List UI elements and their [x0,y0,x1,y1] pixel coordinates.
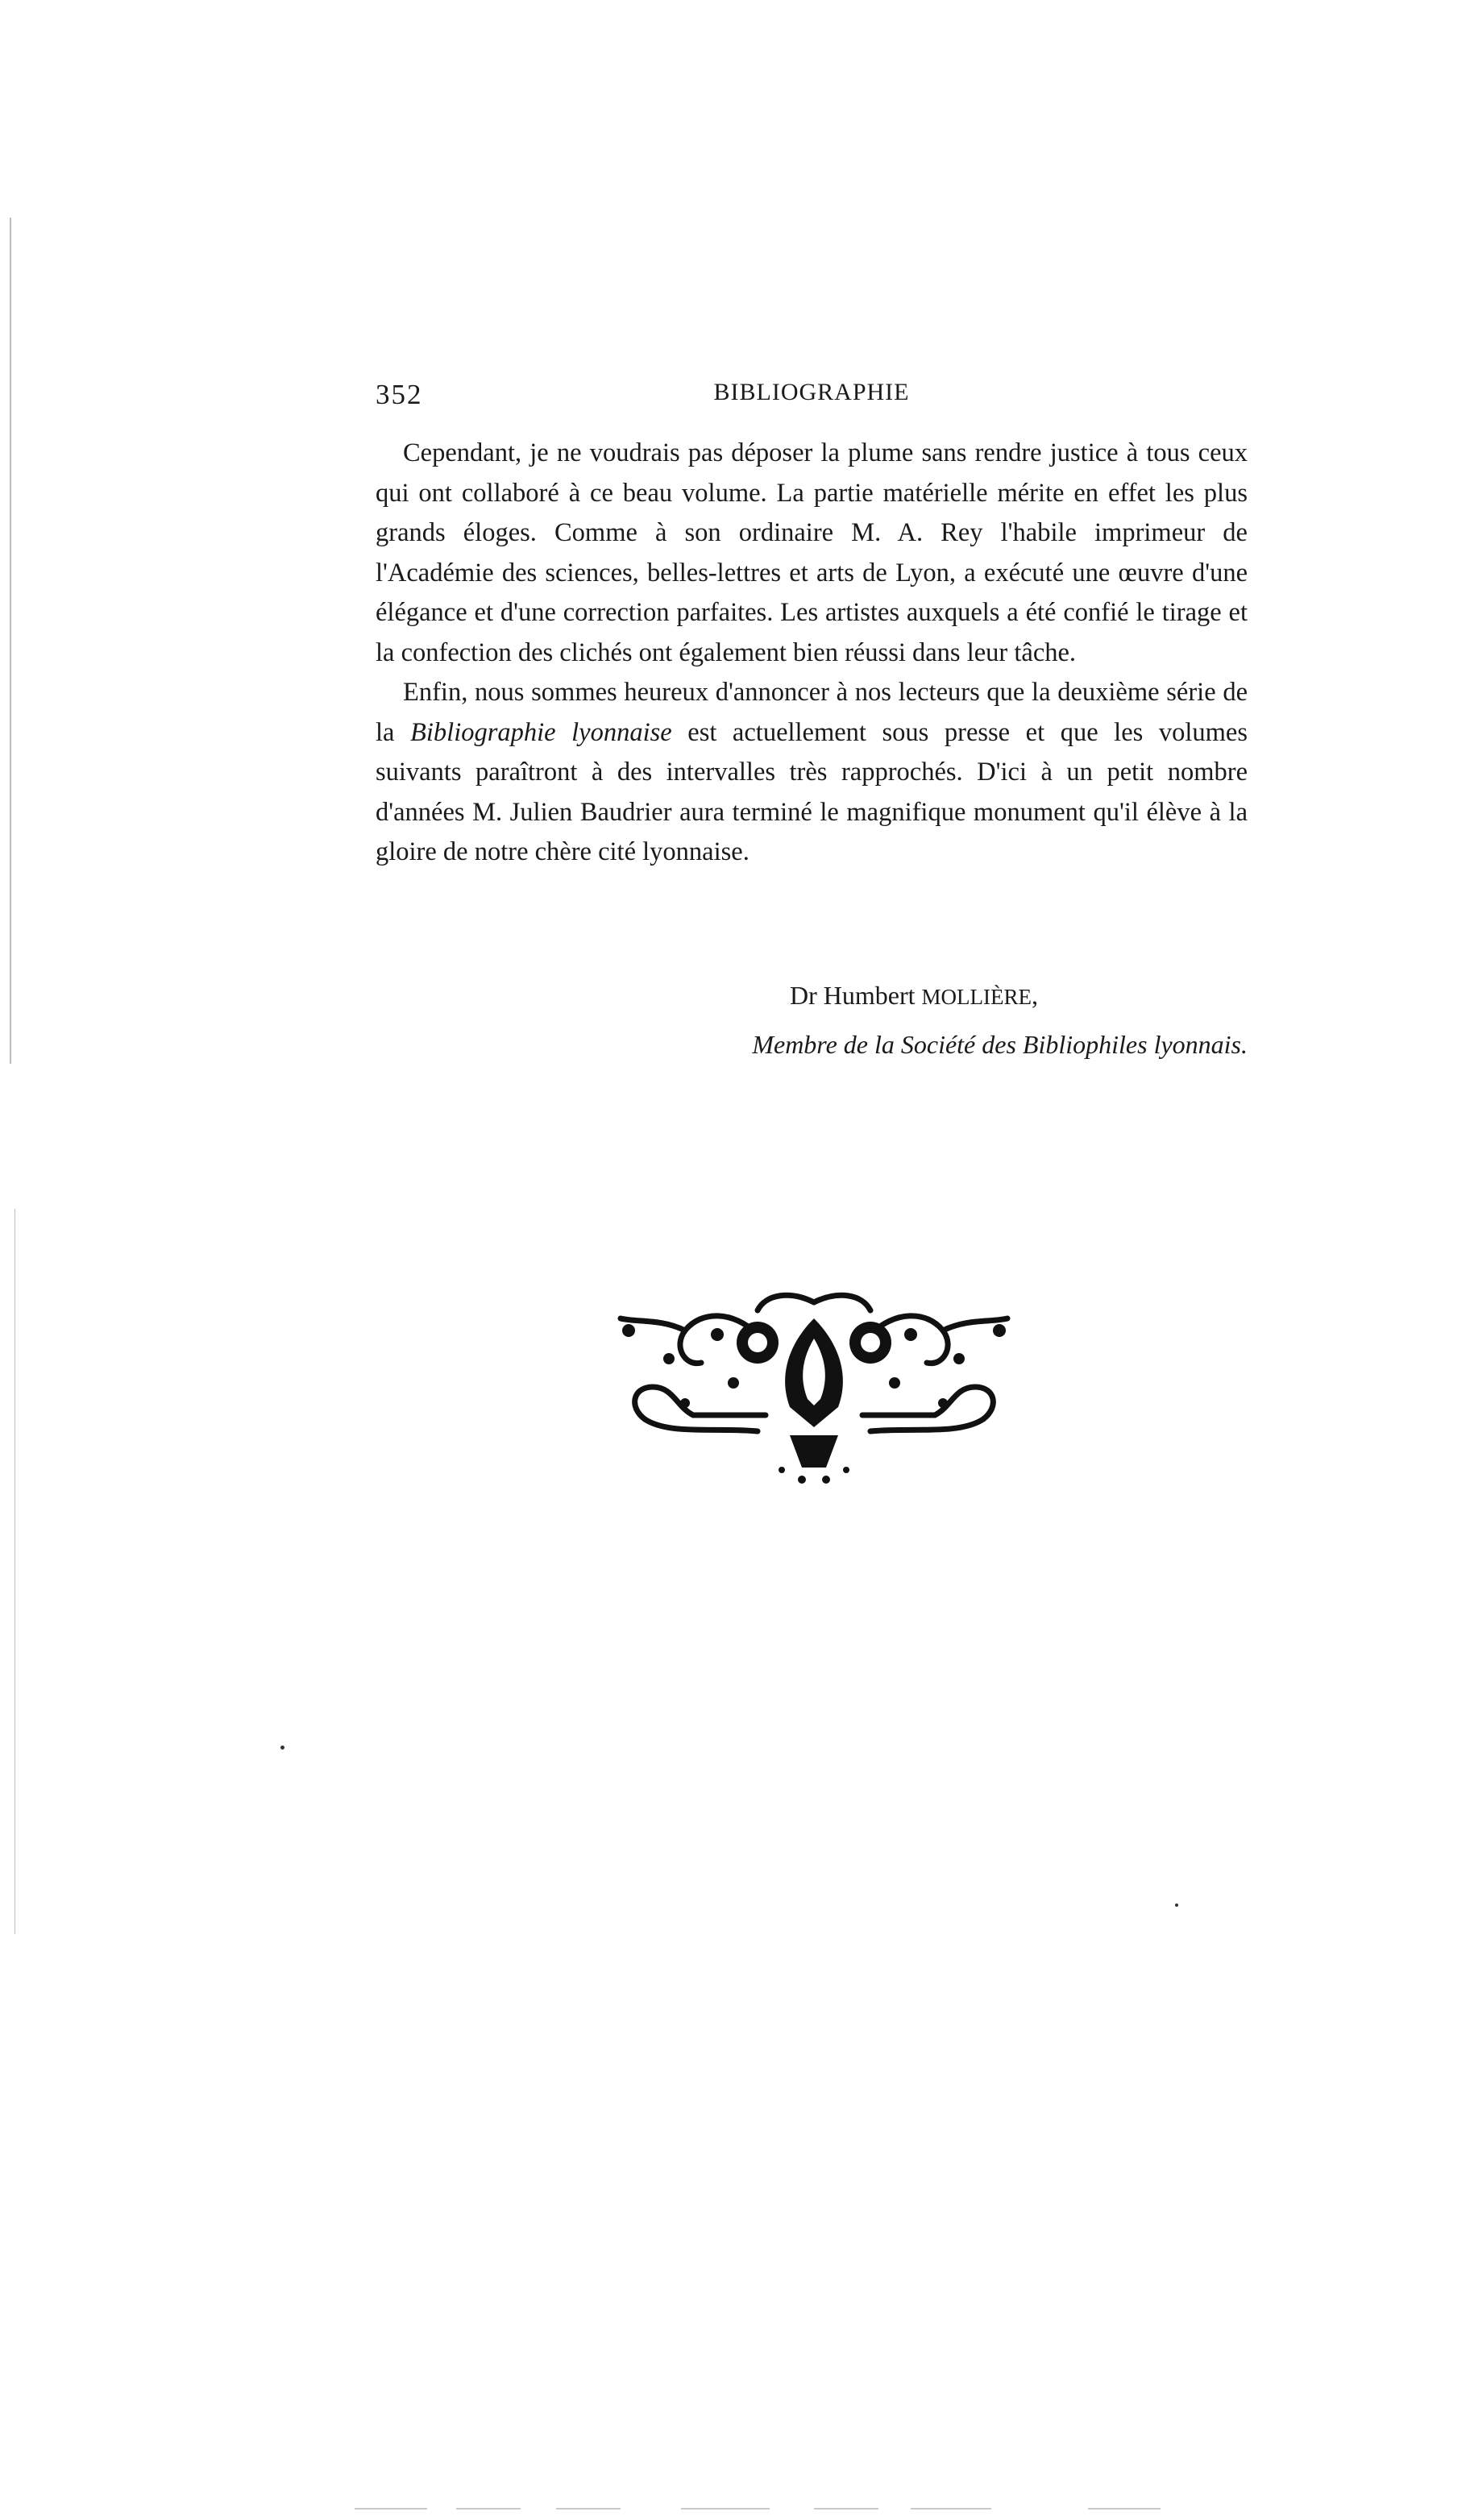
page-header [376,379,1248,419]
book-title: Bibliographie lyonnaise [410,717,672,747]
author-affiliation: Membre de la Société des Bibliophiles lyonnais. [752,1030,1248,1059]
signature-block [376,972,1248,1069]
scan-edge-bottom [355,2508,427,2510]
running-title: BIBLIOGRAPHIE [713,379,910,405]
fleuron-ornament-icon [596,1286,1032,1488]
page-number: 352 [376,379,423,410]
paragraph-2 [376,673,1248,873]
paragraph-2-end: est actuellement sous presse et que les volumes suivants paraîtront à des intervalles très rapprochés. D'ici à un petit nombre d'années M. Julien Baudrier aura terminé le magnifique monument qu'il élève à la gloire de notre chère cité lyonnaise. [376,717,1248,866]
scan-edge-left [10,218,11,1064]
scan-edge-bottom [1088,2508,1161,2510]
scan-edge-bottom [681,2508,770,2510]
author-last-name: MOLLIÈRE [921,985,1032,1009]
paragraph-2-start: Enfin, nous sommes heureux d'annoncer à nos lecteurs que la deuxième série de la [376,678,1248,747]
author-name-comma: , [1032,981,1038,1010]
scan-edge-bottom [456,2508,521,2510]
article-body [376,434,1248,873]
scan-edge-bottom [556,2508,621,2510]
scan-edge-bottom [814,2508,878,2510]
author-name [376,972,1248,1021]
scan-edge-bottom [911,2508,991,2510]
scan-speck [1175,1903,1178,1907]
scan-speck [280,1746,284,1750]
paragraph-1: Cependant, je ne voudrais pas déposer la plume sans rendre justice à tous ceux qui ont collaboré à ce beau volume. La partie matérielle mérite en effet les plus grands éloges. Comme à son ordinaire M. A. Rey l'habile imprimeur de l'Académie des sciences, belles-lettres et arts de Lyon, a exécuté une œuvre d'une élégance et d'une correction parfaites. Les artistes auxquels a été confié le tirage et la confection des clichés ont également bien réussi dans leur tâche. [376,438,1248,667]
author-first-name: Humbert [823,981,916,1010]
author-title: Dr [790,981,817,1010]
